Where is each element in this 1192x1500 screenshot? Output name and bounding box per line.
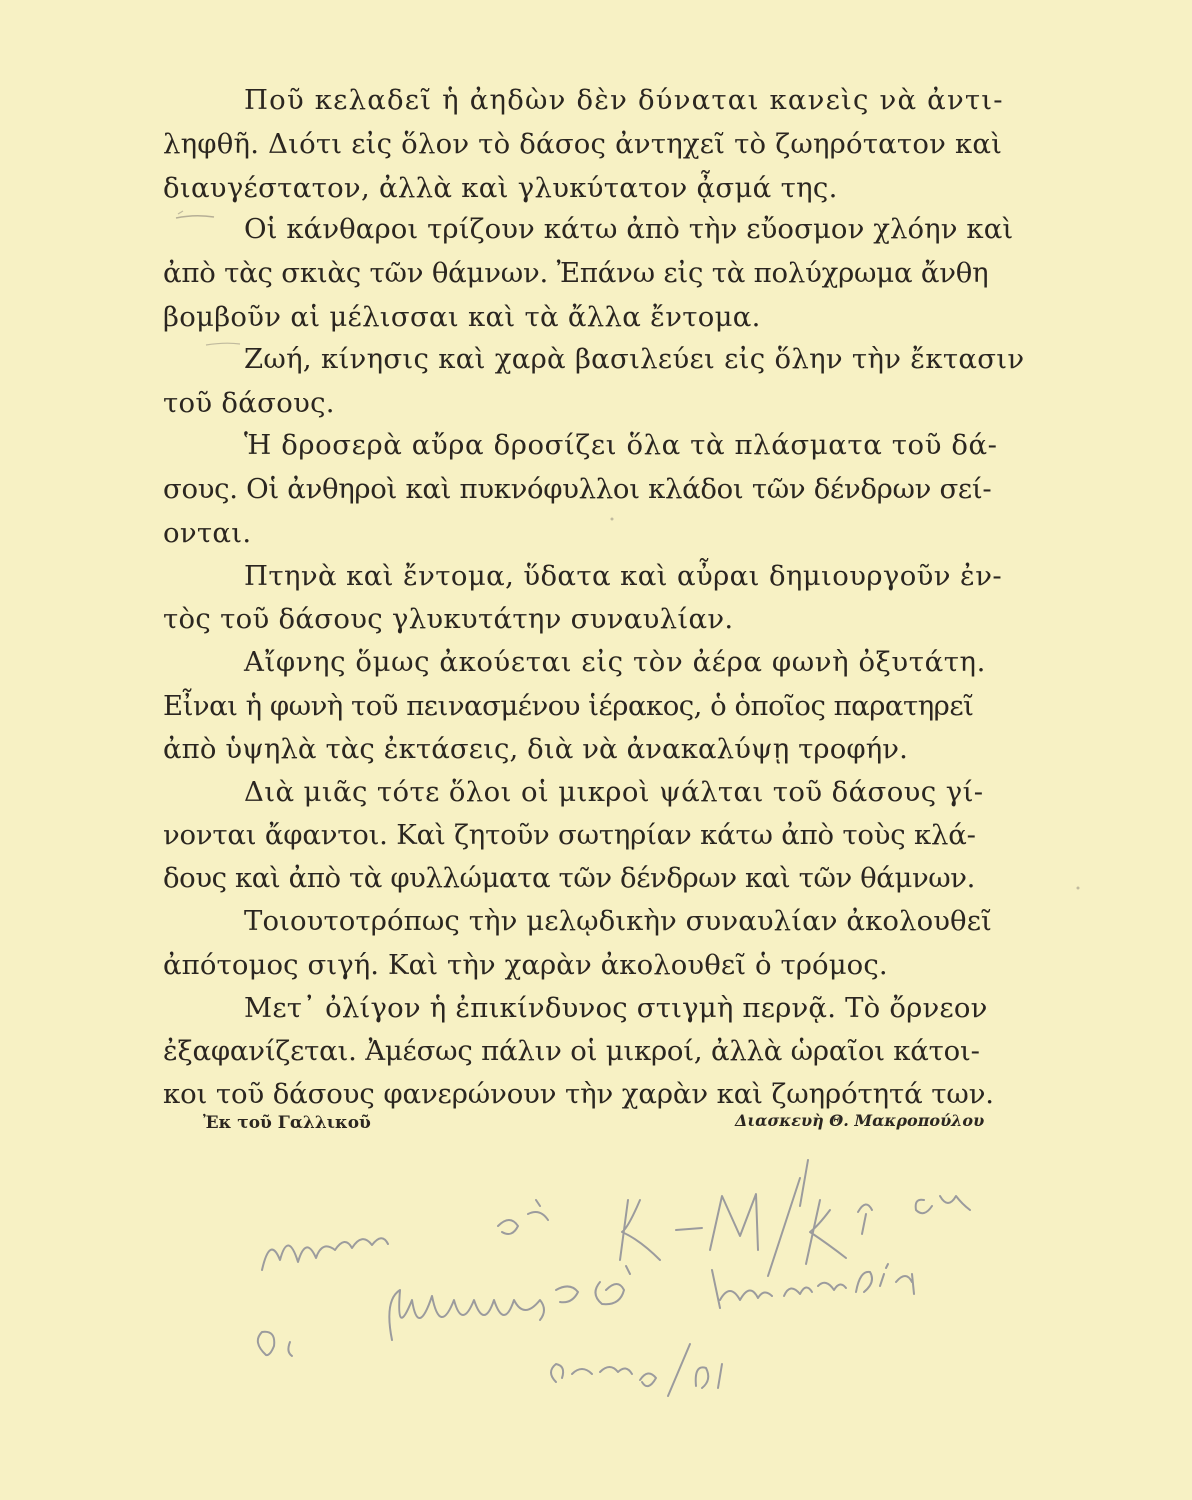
text-line: Ἡ δροσερὰ αὔρα δροσίζει ὅλα τὰ πλάσματα τοῦ δά- — [244, 429, 998, 461]
adaptation-credit: Διασκευὴ Θ. Μακροπούλου — [735, 1111, 985, 1130]
text-line: ἀπότομος σιγή. Καὶ τὴν χαρὰν ἀκολουθεῖ ὁ τρόμος. — [163, 949, 888, 981]
text-line: ληφθῆ. Διότι εἰς ὅλον τὸ δάσος ἀντηχεῖ τὸ ζωηρότατον καὶ — [163, 128, 1003, 160]
text-line: ἐξαφανίζεται. Ἀμέσως πάλιν οἱ μικροί, ἀλλὰ ὡραῖοι κάτοι- — [163, 1035, 980, 1067]
text-line: Διὰ μιᾶς τότε ὅλοι οἱ μικροὶ ψάλται τοῦ δάσους γί- — [244, 776, 984, 808]
text-line: Οἱ κάνθαροι τρίζουν κάτω ἀπὸ τὴν εὔοσμον χλόην καὶ — [244, 213, 1014, 245]
text-line: δους καὶ ἀπὸ τὰ φυλλώματα τῶν δένδρων καὶ τῶν θάμνων. — [163, 862, 975, 894]
text-line: βομβοῦν αἱ μέλισσαι καὶ τὰ ἄλλα ἔντομα. — [163, 301, 761, 333]
text-line: τὸς τοῦ δάσους γλυκυτάτην συναυλίαν. — [163, 603, 734, 635]
text-line: διαυγέστατον, ἀλλὰ καὶ γλυκύτατον ᾆσμά της. — [163, 172, 838, 204]
text-line: τοῦ δάσους. — [163, 387, 335, 419]
text-line: ἀπὸ ὑψηλὰ τὰς ἐκτάσεις, διὰ νὰ ἀνακαλύψῃ τροφήν. — [163, 733, 908, 765]
text-line: Αἴφνης ὅμως ἀκούεται εἰς τὸν ἀέρα φωνὴ ὀξυτάτη. — [244, 646, 986, 678]
text-line: σους. Οἱ ἀνθηροὶ καὶ πυκνόφυλλοι κλάδοι τῶν δένδρων σεί- — [163, 473, 992, 505]
source-note: Ἐκ τοῦ Γαλλικοῦ — [203, 1113, 371, 1133]
text-line: Πτηνὰ καὶ ἔντομα, ὕδατα καὶ αὖραι δημιουργοῦν ἐν- — [244, 560, 1003, 592]
text-line: ονται. — [163, 517, 252, 549]
text-line: ἀπὸ τὰς σκιὰς τῶν θάμνων. Ἐπάνω εἰς τὰ πολύχρωμα ἄνθη — [163, 257, 989, 289]
text-line: νονται ἄφαντοι. Καὶ ζητοῦν σωτηρίαν κάτω ἀπὸ τοὺς κλά- — [163, 819, 976, 851]
text-line: Ζωή, κίνησις καὶ χαρὰ βασιλεύει εἰς ὅλην τὴν ἔκτασιν — [244, 343, 1025, 375]
text-line: Μετ᾿ ὀλίγον ἡ ἐπικίνδυνος στιγμὴ περνᾷ. Τὸ ὄρνεον — [244, 992, 988, 1024]
text-line: Ποῦ κελαδεῖ ἡ ἀηδὼν δὲν δύναται κανεὶς νὰ ἀντι- — [244, 84, 1004, 116]
text-line: Τοιουτοτρόπως τὴν μελῳδικὴν συναυλίαν ἀκολουθεῖ — [244, 905, 992, 937]
text-line: Εἶναι ἡ φωνὴ τοῦ πεινασμένου ἱέρακος, ὁ ὁποῖος παρατηρεῖ — [163, 690, 974, 722]
text-line: κοι τοῦ δάσους φανερώνουν τὴν χαρὰν καὶ ζωηρότητά των. — [163, 1078, 994, 1110]
